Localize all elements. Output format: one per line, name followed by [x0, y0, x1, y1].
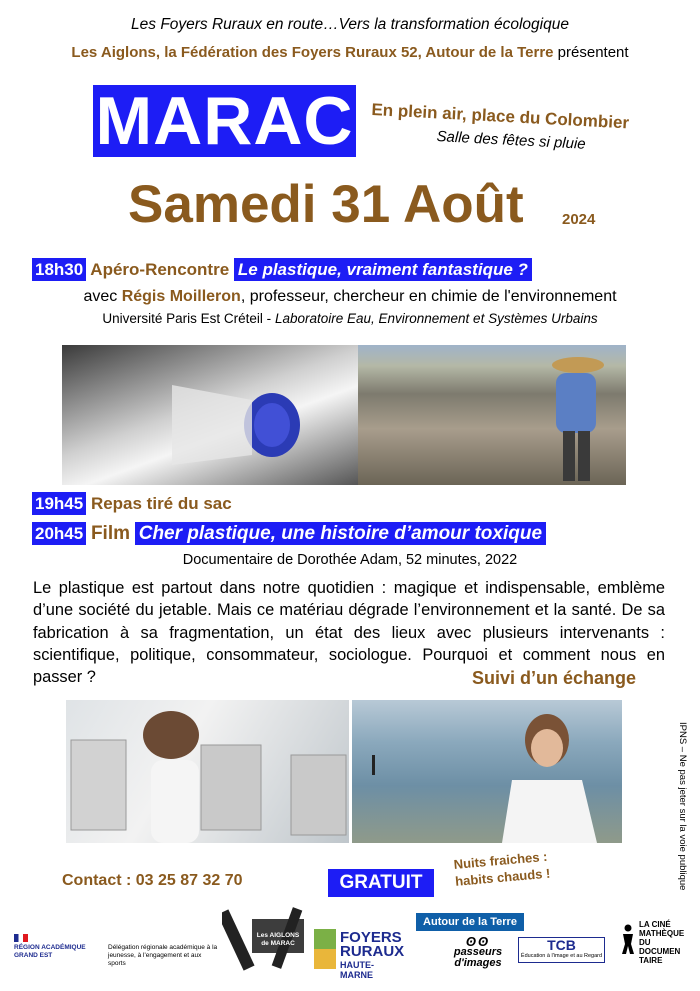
speaker-prefix: avec — [83, 288, 118, 305]
foyers-mark-icon — [314, 929, 336, 969]
item1-title: Le plastique, vraiment fantastique ? — [234, 258, 532, 281]
lab: Laboratoire Eau, Environnement et Systèmes Urbains — [274, 311, 598, 326]
foyers-line1: FOYERS — [340, 929, 402, 946]
speaker-line — [0, 288, 700, 306]
interview-photo — [352, 700, 622, 843]
film-credits: Documentaire de Dorothée Adam, 52 minutes, 2022 — [182, 552, 518, 568]
price-badge: GRATUIT — [328, 869, 434, 897]
event-year: 2024 — [562, 211, 596, 228]
item2-label: Repas tiré du sac — [90, 494, 232, 513]
weather-note: Nuits fraiches : habits chauds ! — [453, 848, 551, 889]
foyers-logo — [314, 925, 406, 980]
contact: Contact : 03 25 87 32 70 — [62, 872, 243, 889]
region-title: RÉGION ACADÉMIQUE GRAND EST — [14, 944, 86, 959]
region-logo — [14, 934, 104, 960]
aiglons-logo — [222, 903, 308, 973]
organisers: Les Aiglons, la Fédération des Foyers Ruraux 52, Autour de la Terre — [71, 44, 554, 61]
item3-label: Film — [90, 523, 130, 544]
presentent: présentent — [557, 44, 629, 61]
affiliation-line — [0, 311, 700, 326]
figure-icon — [620, 924, 636, 954]
cinematheque-label: LA CINÉ MATHÈQUE DU DOCUMEN TAIRE — [639, 920, 685, 965]
tcb-logo — [518, 937, 605, 963]
foyers-line2: RURAUX — [340, 943, 405, 960]
bottle-photo — [62, 345, 358, 485]
film-description: Le plastique est partout dans notre quotidien : magique et indispensable, emblème d’une société du jetable. Mais ce matériau dégrade l’environnement et la santé. De sa fabrication à sa fragmentation, un état des lieux avec plusieurs intervenants : scientifique, politique, consommateur, sociologue. Pourquoi et comment nous en passer ? — [33, 579, 665, 687]
passeurs-logo — [445, 936, 511, 969]
item3-time: 20h45 — [32, 522, 86, 545]
landfill-photo — [358, 345, 626, 485]
cinematheque-logo — [620, 920, 685, 976]
program-item-3 — [32, 522, 546, 545]
followup: Suivi d’un échange — [472, 668, 637, 688]
region-sub: Délégation régionale académique à la jeunesse, à l'engagement et aux sports — [108, 944, 218, 967]
flag-icon — [14, 934, 28, 942]
item2-time: 19h45 — [32, 492, 86, 515]
item1-label: Apéro-Rencontre — [90, 260, 230, 279]
event-fallback: Salle des fêtes si pluie — [436, 128, 587, 153]
tcb-sub: Éducation à l'image et au Regard — [520, 953, 603, 959]
program-item-2 — [32, 492, 232, 515]
eyes-icon: ʘʘ — [465, 934, 491, 949]
aiglons-label: Les AIGLONS de MARAC — [256, 932, 300, 947]
speaker-name: Régis Moilleron — [121, 288, 241, 305]
autour-logo: Autour de la Terre — [416, 913, 524, 931]
event-date: Samedi 31 Août — [128, 175, 524, 234]
event-location: En plein air, place du Colombier — [371, 100, 630, 133]
passeurs-label: passeurs d'images — [453, 946, 503, 969]
item1-time: 18h30 — [32, 258, 86, 281]
program-item-1 — [32, 258, 532, 281]
ipns-notice: IPNS – Ne pas jeter sur la voie publique — [677, 722, 688, 891]
tagline: Les Foyers Ruraux en route…Vers la transformation écologique — [131, 16, 569, 33]
foyers-line3: HAUTE-MARNE — [340, 960, 374, 980]
organisers-line — [0, 44, 700, 61]
event-name: MARAC — [93, 85, 356, 157]
lab-photo — [66, 700, 349, 843]
affiliation: Université Paris Est Créteil - — [102, 311, 272, 326]
tcb-label: TCB — [547, 937, 576, 953]
speaker-role: , professeur, chercheur en chimie de l'environnement — [240, 288, 617, 305]
item3-title: Cher plastique, une histoire d’amour toxique — [135, 522, 546, 545]
